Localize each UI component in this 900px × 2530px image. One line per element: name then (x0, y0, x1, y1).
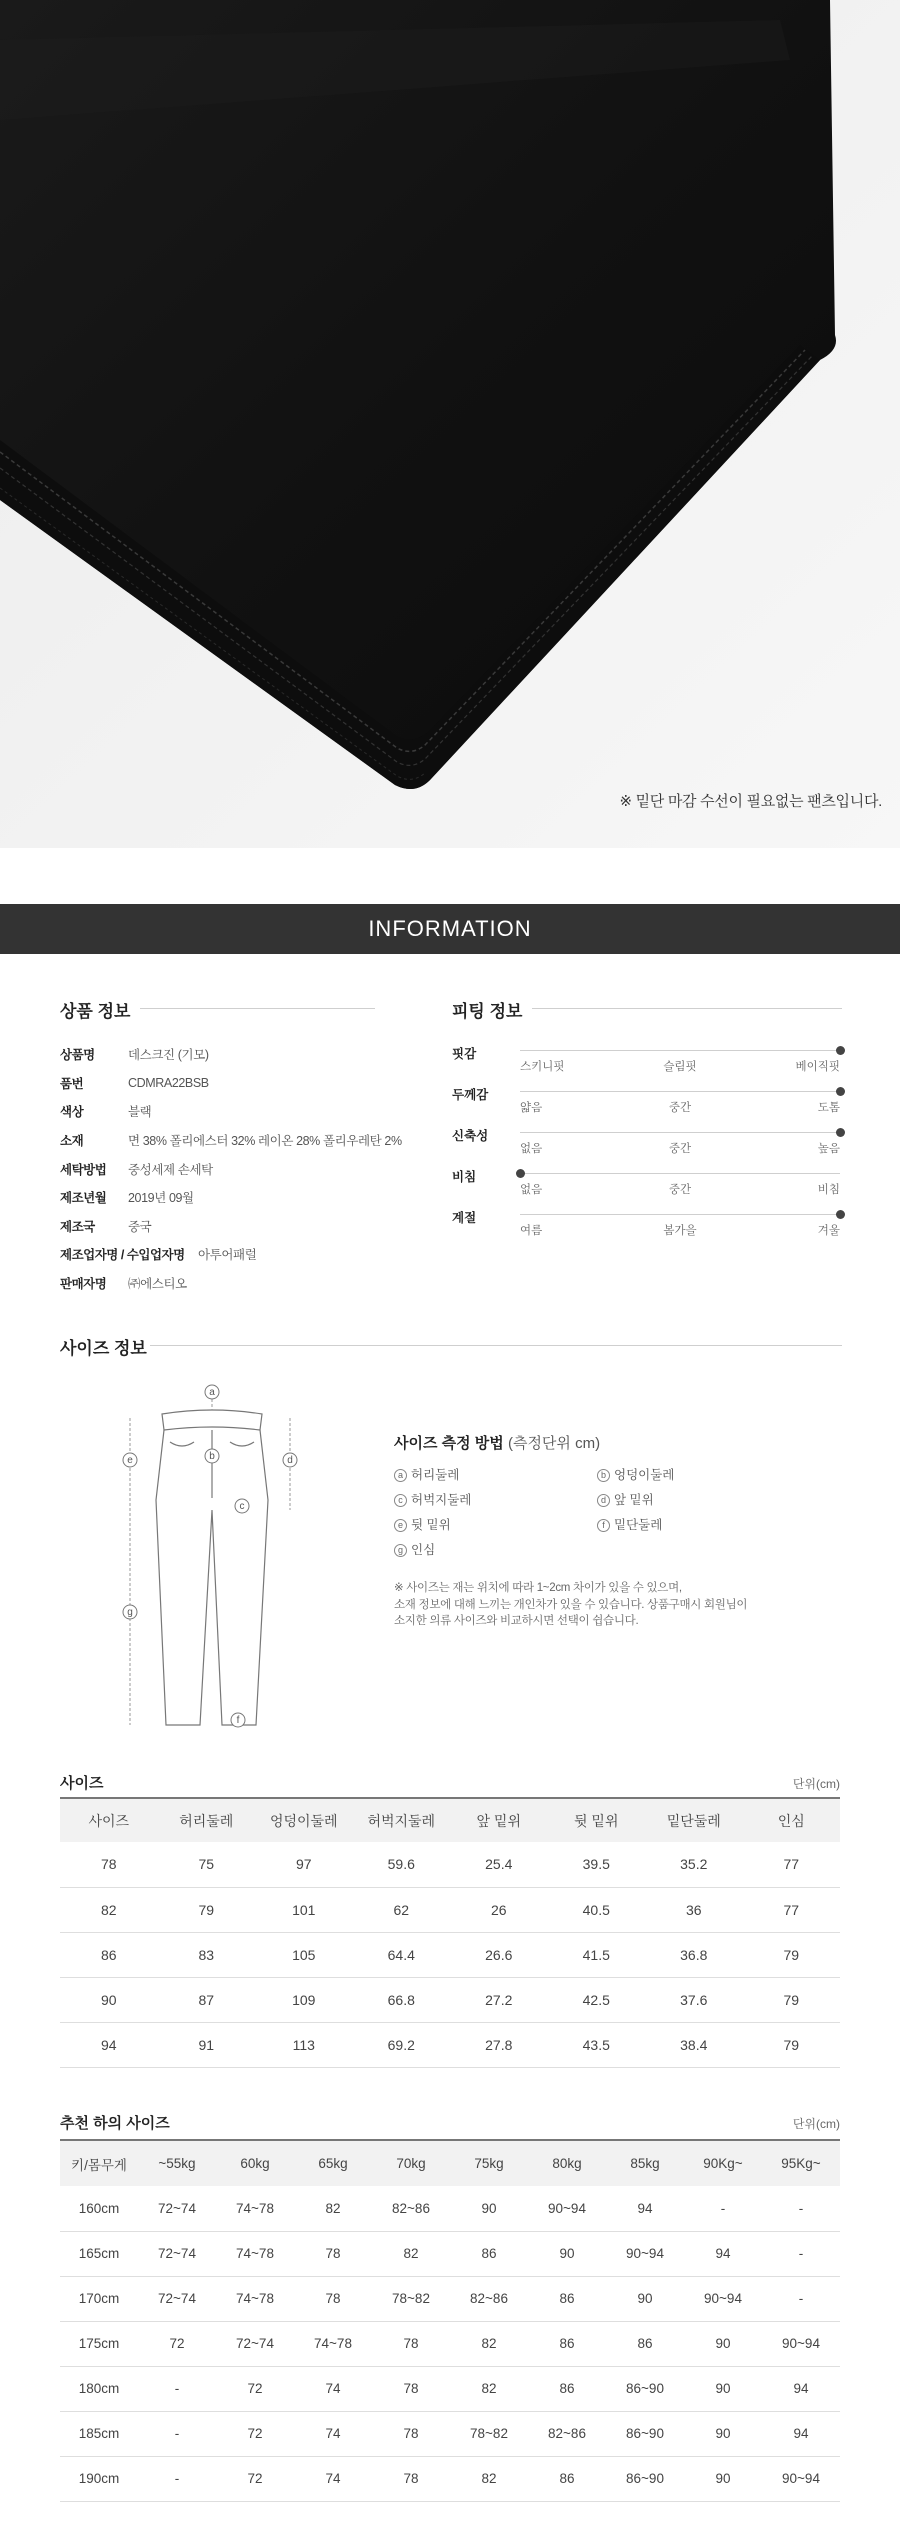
fitting-label-low: 여름 (520, 1225, 543, 1237)
table-cell: 78 (294, 2276, 372, 2321)
table-cell: 86 (450, 2231, 528, 2276)
product-info-row (60, 1240, 420, 1269)
letter-a: a (209, 1387, 215, 1398)
recommend-header-cell: 95Kg~ (762, 2140, 840, 2186)
table-cell: 72~74 (138, 2276, 216, 2321)
table-cell: 87 (158, 1977, 256, 2022)
table-cell: 83 (158, 1932, 256, 1977)
letter-e: e (127, 1455, 133, 1466)
recommend-table-body (60, 2186, 840, 2501)
table-cell: 66.8 (353, 1977, 451, 2022)
recommend-header-cell: 키/몸무게 (60, 2140, 138, 2186)
table-cell: 36.8 (645, 1932, 743, 1977)
table-cell: 39.5 (548, 1842, 646, 1887)
table-cell: - (762, 2186, 840, 2231)
measure-letter: c (394, 1494, 407, 1507)
table-cell: 69.2 (353, 2022, 451, 2067)
measure-note-line: 소지한 의류 사이즈와 비교하시면 선택이 쉽습니다. (394, 1615, 639, 1627)
fitting-track (520, 1091, 840, 1092)
size-header-cell: 인심 (743, 1798, 841, 1842)
fitting-level-dot (836, 1128, 845, 1137)
table-cell: - (138, 2366, 216, 2411)
table-cell: 59.6 (353, 1842, 451, 1887)
table-cell: 75 (158, 1842, 256, 1887)
table-cell: 90~94 (528, 2186, 606, 2231)
table-cell: 90 (450, 2186, 528, 2231)
table-row (60, 2276, 840, 2321)
table-row (60, 2321, 840, 2366)
table-cell: 78 (372, 2456, 450, 2501)
fitting-level-dot (516, 1169, 525, 1178)
table-cell: 72~74 (216, 2321, 294, 2366)
product-info-row (60, 1040, 420, 1069)
product-info-value: 블랙 (128, 1105, 152, 1120)
fitting-key: 두께감 (452, 1088, 489, 1102)
table-cell: 78 (372, 2411, 450, 2456)
measure-item (394, 1490, 597, 1508)
fitting-label-low: 얇음 (520, 1102, 543, 1114)
size-header-cell: 밑단둘레 (645, 1798, 743, 1842)
table-cell: 82 (60, 1887, 158, 1932)
letter-g: g (127, 1607, 133, 1618)
fitting-key: 핏감 (452, 1047, 477, 1061)
recommend-table (60, 2139, 840, 2502)
pants-measurement-diagram (110, 1380, 330, 1740)
size-header-cell: 엉덩이둘레 (255, 1798, 353, 1842)
product-info-title: 상품 정보 (60, 1002, 131, 1021)
table-cell: 94 (762, 2366, 840, 2411)
table-row (60, 1887, 840, 1932)
fitting-level-dot (836, 1087, 845, 1096)
measure-item (394, 1515, 597, 1533)
table-cell: 82~86 (528, 2411, 606, 2456)
table-cell: 26.6 (450, 1932, 548, 1977)
table-row (60, 1977, 840, 2022)
table-cell: 82 (372, 2231, 450, 2276)
table-cell: 90~94 (606, 2231, 684, 2276)
fitting-label-high: 겨울 (817, 1225, 840, 1237)
product-info-row (60, 1097, 420, 1126)
table-cell: 190cm (60, 2456, 138, 2501)
table-cell: 36 (645, 1887, 743, 1932)
table-cell: 94 (684, 2231, 762, 2276)
table-cell: 86 (528, 2366, 606, 2411)
product-info-table (60, 1040, 420, 1297)
measure-item (394, 1465, 597, 1483)
recommend-header-cell: 70kg (372, 2140, 450, 2186)
table-cell: 62 (353, 1887, 451, 1932)
table-row (60, 2366, 840, 2411)
table-cell: 78 (60, 1842, 158, 1887)
fitting-label-high: 높음 (817, 1143, 840, 1155)
fitting-labels (520, 1222, 840, 1238)
table-cell: 90~94 (684, 2276, 762, 2321)
table-cell: 72 (216, 2456, 294, 2501)
table-row (60, 2456, 840, 2501)
table-cell: 42.5 (548, 1977, 646, 2022)
table-cell: 94 (60, 2022, 158, 2067)
product-info-row (60, 1126, 420, 1155)
letter-d: d (287, 1455, 293, 1466)
measure-item (597, 1465, 800, 1483)
table-cell: 77 (743, 1887, 841, 1932)
measure-letter: a (394, 1469, 407, 1482)
fitting-label-mid: 중간 (668, 1102, 692, 1114)
fitting-label-mid: 슬림핏 (663, 1061, 697, 1073)
table-cell: 74~78 (216, 2186, 294, 2231)
fitting-row (452, 1044, 842, 1084)
table-cell: 64.4 (353, 1932, 451, 1977)
product-info-key: 판매자명 (60, 1277, 107, 1292)
measure-letter: d (597, 1494, 610, 1507)
table-cell: 180cm (60, 2366, 138, 2411)
fitting-label-mid: 봄가을 (663, 1225, 697, 1237)
fitting-label-high: 베이직핏 (795, 1061, 840, 1073)
table-cell: 90 (684, 2366, 762, 2411)
table-cell: 86~90 (606, 2366, 684, 2411)
size-table (60, 1797, 840, 2068)
table-row (60, 2022, 840, 2067)
fitting-track (520, 1173, 840, 1174)
measure-label: 인심 (411, 1543, 436, 1557)
recommend-table-title: 추천 하의 사이즈 (60, 2115, 170, 2132)
photo-caption: ※ 밑단 마감 수선이 필요없는 팬츠입니다. (619, 793, 882, 810)
measure-title-text: 사이즈 측정 방법 (394, 1435, 504, 1452)
size-table-title: 사이즈 (60, 1775, 104, 1792)
table-cell: 82~86 (450, 2276, 528, 2321)
table-cell: 160cm (60, 2186, 138, 2231)
table-cell: 90 (684, 2456, 762, 2501)
product-info-key: 제조국 (60, 1219, 95, 1234)
table-cell: 109 (255, 1977, 353, 2022)
product-info-value: CDMRA22BSB (128, 1075, 209, 1090)
measure-unit: (측정단위 cm) (507, 1435, 601, 1452)
fitting-track (520, 1132, 840, 1133)
table-cell: 86~90 (606, 2411, 684, 2456)
measure-label: 뒷 밑위 (411, 1518, 451, 1532)
fitting-labels (520, 1058, 840, 1074)
table-row (60, 2411, 840, 2456)
fitting-track (520, 1050, 840, 1051)
size-header-cell: 허리둘레 (158, 1798, 256, 1842)
letter-b: b (209, 1451, 215, 1462)
table-cell: 86 (606, 2321, 684, 2366)
measure-item (597, 1490, 800, 1508)
table-cell: - (138, 2456, 216, 2501)
measure-guide (394, 1432, 814, 1630)
product-info-key: 품번 (60, 1076, 84, 1091)
measure-letter: b (597, 1469, 610, 1482)
measure-note-line: ※ 사이즈는 재는 위치에 따라 1~2cm 차이가 있을 수 있으며, (394, 1582, 682, 1594)
table-cell: 74~78 (216, 2231, 294, 2276)
product-info-value: 중성세제 손세탁 (128, 1162, 213, 1177)
fitting-label-mid: 중간 (668, 1184, 692, 1196)
fitting-labels (520, 1099, 840, 1115)
letter-f: f (236, 1715, 240, 1726)
product-photo (0, 0, 900, 848)
size-table-header (60, 1798, 840, 1842)
measure-item (597, 1515, 800, 1533)
table-cell: 74 (294, 2411, 372, 2456)
product-info-key: 제조업자명 / 수입업자명 (60, 1248, 185, 1263)
fitting-info-title: 피팅 정보 (452, 1002, 523, 1021)
product-info-key: 세탁방법 (60, 1162, 107, 1177)
recommend-header-cell: 85kg (606, 2140, 684, 2186)
table-cell: 90 (606, 2276, 684, 2321)
table-row (60, 1932, 840, 1977)
product-info-key: 상품명 (60, 1048, 95, 1063)
table-cell: 43.5 (548, 2022, 646, 2067)
product-info-value: 중국 (128, 1219, 152, 1234)
table-cell: 41.5 (548, 1932, 646, 1977)
table-cell: 101 (255, 1887, 353, 1932)
size-header-cell: 뒷 밑위 (548, 1798, 646, 1842)
table-cell: 78~82 (450, 2411, 528, 2456)
size-header-cell: 앞 밑위 (450, 1798, 548, 1842)
table-cell: 82 (450, 2366, 528, 2411)
fitting-level-dot (836, 1046, 845, 1055)
product-info-value: 데스크진 (기모) (128, 1048, 209, 1063)
fitting-key: 계절 (452, 1211, 477, 1225)
table-cell: 90 (528, 2231, 606, 2276)
fitting-row (452, 1208, 842, 1248)
table-cell: 37.6 (645, 1977, 743, 2022)
table-cell: 105 (255, 1932, 353, 1977)
table-cell: 86 (528, 2276, 606, 2321)
table-cell: 94 (606, 2186, 684, 2231)
table-cell: 77 (743, 1842, 841, 1887)
fitting-labels (520, 1181, 840, 1197)
table-cell: 79 (158, 1887, 256, 1932)
measure-label: 앞 밑위 (614, 1493, 654, 1507)
recommend-table-unit: 단위(cm) (792, 2117, 840, 2131)
product-info-row (60, 1183, 420, 1212)
fitting-label-mid: 중간 (668, 1143, 692, 1155)
table-cell: 82 (450, 2321, 528, 2366)
table-cell: 78 (372, 2321, 450, 2366)
size-header-cell: 허벅지둘레 (353, 1798, 451, 1842)
size-info-title: 사이즈 정보 (60, 1339, 147, 1358)
measure-list (394, 1465, 814, 1558)
table-cell: 94 (762, 2411, 840, 2456)
table-cell: 78 (372, 2366, 450, 2411)
fitting-key: 신축성 (452, 1129, 489, 1143)
fitting-label-high: 도톰 (817, 1102, 840, 1114)
fitting-label-low: 없음 (520, 1143, 543, 1155)
table-cell: 74~78 (294, 2321, 372, 2366)
table-cell: - (138, 2411, 216, 2456)
product-info-divider (140, 1008, 375, 1009)
table-cell: 170cm (60, 2276, 138, 2321)
table-cell: 86 (528, 2321, 606, 2366)
size-header-cell: 사이즈 (60, 1798, 158, 1842)
letter-c: c (239, 1501, 245, 1512)
table-cell: 79 (743, 1977, 841, 2022)
measure-label: 허벅지둘레 (411, 1493, 472, 1507)
information-banner: INFORMATION (0, 904, 900, 954)
product-info-row (60, 1154, 420, 1183)
recommend-header-cell: 90Kg~ (684, 2140, 762, 2186)
product-info-value: 아투어패럴 (198, 1248, 257, 1263)
table-cell: 72 (138, 2321, 216, 2366)
measure-letter: e (394, 1519, 407, 1532)
table-cell: - (762, 2276, 840, 2321)
fitting-labels (520, 1140, 840, 1156)
product-info-row (60, 1269, 420, 1298)
table-cell: 72~74 (138, 2186, 216, 2231)
table-cell: 82~86 (372, 2186, 450, 2231)
table-cell: 90 (684, 2321, 762, 2366)
table-cell: 175cm (60, 2321, 138, 2366)
product-info-value: 2019년 09월 (128, 1191, 194, 1206)
measure-note (394, 1580, 814, 1630)
table-row (60, 1842, 840, 1887)
product-info-key: 제조년월 (60, 1191, 107, 1206)
measure-label: 엉덩이둘레 (614, 1468, 675, 1482)
recommend-header-cell: ~55kg (138, 2140, 216, 2186)
measure-label: 밑단둘레 (614, 1518, 663, 1532)
product-info-value: ㈜에스티오 (128, 1277, 187, 1292)
fitting-info-divider (532, 1008, 842, 1009)
measure-title (394, 1432, 814, 1453)
table-cell: 165cm (60, 2231, 138, 2276)
table-cell: 82 (294, 2186, 372, 2231)
table-cell: 26 (450, 1887, 548, 1932)
fitting-label-high: 비침 (817, 1184, 840, 1196)
product-info-row (60, 1212, 420, 1241)
table-cell: 79 (743, 1932, 841, 1977)
fitting-level-dot (836, 1210, 845, 1219)
recommend-header-cell: 75kg (450, 2140, 528, 2186)
table-row (60, 2186, 840, 2231)
product-info-key: 색상 (60, 1105, 84, 1120)
table-cell: 27.8 (450, 2022, 548, 2067)
measure-item (394, 1540, 597, 1558)
fitting-key: 비침 (452, 1170, 477, 1184)
table-cell: 74 (294, 2366, 372, 2411)
table-cell: 86 (60, 1932, 158, 1977)
table-cell: 27.2 (450, 1977, 548, 2022)
table-cell: 90 (60, 1977, 158, 2022)
table-cell: 74~78 (216, 2276, 294, 2321)
product-info-key: 소재 (60, 1134, 84, 1149)
size-table-unit: 단위(cm) (792, 1777, 840, 1791)
table-cell: 113 (255, 2022, 353, 2067)
measure-letter: g (394, 1544, 407, 1557)
table-cell: 86~90 (606, 2456, 684, 2501)
table-cell: - (762, 2231, 840, 2276)
table-cell: 90~94 (762, 2456, 840, 2501)
table-cell: 97 (255, 1842, 353, 1887)
product-info-row (60, 1069, 420, 1098)
table-cell: 90~94 (762, 2321, 840, 2366)
table-cell: 25.4 (450, 1842, 548, 1887)
fitting-row (452, 1126, 842, 1166)
table-cell: 40.5 (548, 1887, 646, 1932)
measure-label: 허리둘레 (411, 1468, 460, 1482)
table-cell: 38.4 (645, 2022, 743, 2067)
table-cell: 72~74 (138, 2231, 216, 2276)
measure-note-line: 소재 정보에 대해 느끼는 개인차가 있을 수 있습니다. 상품구매시 회원님이 (394, 1598, 748, 1611)
table-cell: 82 (450, 2456, 528, 2501)
table-cell: 86 (528, 2456, 606, 2501)
table-cell: 185cm (60, 2411, 138, 2456)
table-cell: 35.2 (645, 1842, 743, 1887)
measure-guides (130, 1394, 290, 1725)
table-cell: 74 (294, 2456, 372, 2501)
table-row (60, 2231, 840, 2276)
fitting-label-low: 스키니핏 (520, 1061, 565, 1073)
table-cell: 72 (216, 2366, 294, 2411)
table-cell: 78 (294, 2231, 372, 2276)
fitting-label-low: 없음 (520, 1184, 543, 1196)
recommend-table-header (60, 2140, 840, 2186)
fitting-row (452, 1085, 842, 1125)
fitting-row (452, 1167, 842, 1207)
recommend-header-cell: 65kg (294, 2140, 372, 2186)
table-cell: 72 (216, 2411, 294, 2456)
product-info-value: 면 38% 폴리에스터 32% 레이온 28% 폴리우레탄 2% (128, 1134, 402, 1149)
fitting-track (520, 1214, 840, 1215)
recommend-header-cell: 60kg (216, 2140, 294, 2186)
recommend-header-cell: 80kg (528, 2140, 606, 2186)
table-cell: 90 (684, 2411, 762, 2456)
size-table-body (60, 1842, 840, 2067)
table-cell: 79 (743, 2022, 841, 2067)
jeans-hem-image (0, 0, 900, 848)
table-cell: - (684, 2186, 762, 2231)
table-cell: 78~82 (372, 2276, 450, 2321)
table-cell: 91 (158, 2022, 256, 2067)
size-info-divider (150, 1345, 842, 1346)
measure-letter: f (597, 1519, 610, 1532)
